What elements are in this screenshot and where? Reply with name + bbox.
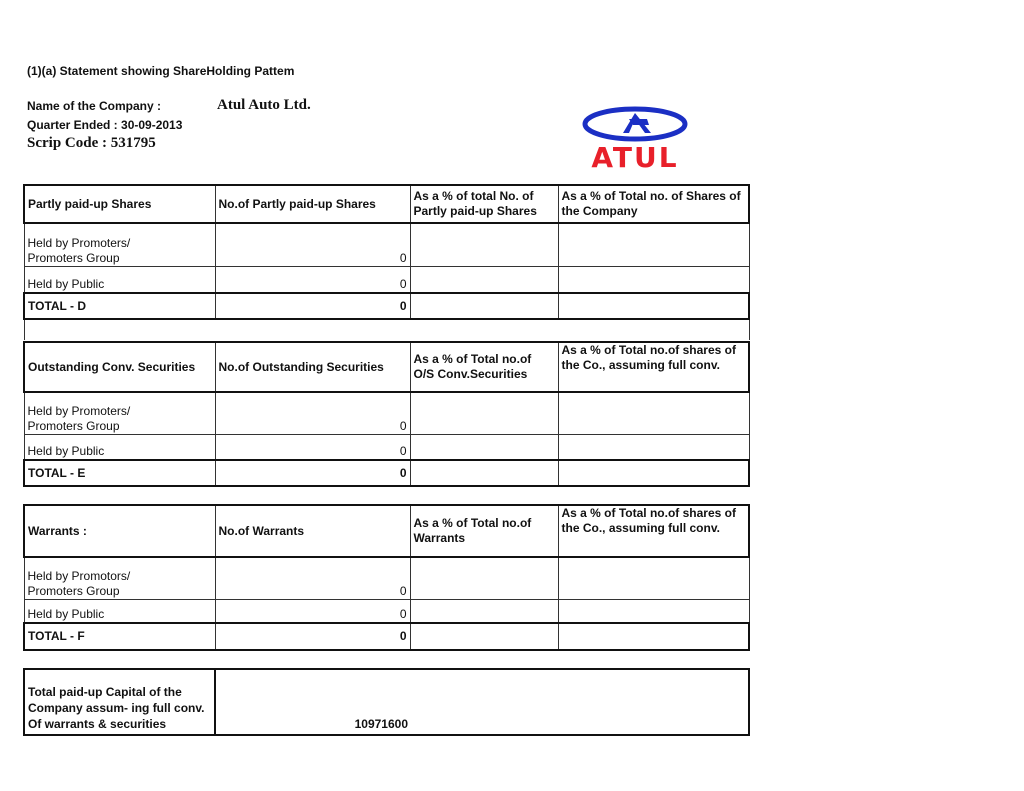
header-warrants: Warrants : (24, 505, 215, 557)
row-value: 0 (215, 223, 410, 266)
total-label: TOTAL - F (24, 623, 215, 650)
company-logo (563, 105, 708, 171)
spacer-row (24, 319, 749, 340)
table-row (24, 557, 749, 599)
total-value: 0 (215, 623, 410, 650)
empty-cell (410, 223, 558, 266)
header-pct-total-shares-full-conv: As a % of Total no.of shares of the Co., assuming full conv. (558, 342, 749, 392)
row-label: Held by Public (24, 434, 215, 460)
row-value: 0 (215, 557, 410, 599)
quarter-ended: Quarter Ended : 30-09-2013 (27, 118, 183, 132)
total-capital-label: Total paid-up Capital of the Company assum- ing full conv. Of warrants & securities (24, 669, 215, 735)
row-label-line2: Promoters Group (27, 250, 120, 265)
row-label-line1: Held by Promotors/ (27, 568, 131, 583)
header-pct-total-shares-full-conv: As a % of Total no.of shares of the Co., assuming full conv. (558, 505, 749, 557)
empty-cell (558, 599, 749, 623)
header-no-warrants: No.of Warrants (215, 505, 410, 557)
empty-cell (558, 460, 749, 486)
header-no-partly-paid: No.of Partly paid-up Shares (215, 185, 410, 223)
row-value: 0 (215, 392, 410, 434)
atul-logo-icon (563, 105, 708, 171)
header-no-outstanding: No.of Outstanding Securities (215, 342, 410, 392)
empty-cell (558, 223, 749, 266)
svg-text:ATUL: ATUL (591, 141, 679, 171)
empty-cell (410, 392, 558, 434)
total-value: 0 (215, 293, 410, 319)
company-label: Name of the Company : (27, 99, 162, 113)
empty-cell (410, 599, 558, 623)
row-label (24, 223, 215, 266)
row-label (24, 557, 215, 599)
row-label: Held by Public (24, 266, 215, 293)
empty-cell (410, 293, 558, 319)
empty-cell (410, 434, 558, 460)
scrip-code: Scrip Code : 531795 (27, 135, 156, 151)
header-pct-os-conv: As a % of Total no.of O/S Conv.Securities (410, 342, 558, 392)
row-label-line2: Promoters Group (27, 418, 120, 433)
table-row (24, 434, 749, 460)
row-label-line1: Held by Promoters/ (27, 403, 131, 418)
row-value: 0 (215, 434, 410, 460)
row-label-line1: Held by Promoters/ (27, 235, 131, 250)
partly-paid-table (23, 184, 750, 340)
total-row (24, 623, 749, 650)
total-label: TOTAL - E (24, 460, 215, 486)
total-label: TOTAL - D (24, 293, 215, 319)
empty-cell (558, 557, 749, 599)
total-value: 0 (215, 460, 410, 486)
total-capital-table (23, 668, 750, 736)
row-label-line2: Promoters Group (27, 583, 120, 598)
empty-cell (558, 293, 749, 319)
empty-cell (410, 623, 558, 650)
empty-cell (558, 434, 749, 460)
table-row (24, 392, 749, 434)
total-capital-value: 10971600 (354, 717, 408, 731)
warrants-table (23, 504, 750, 651)
company-name: Atul Auto Ltd. (217, 97, 311, 113)
total-row (24, 460, 749, 486)
document-title: (1)(a) Statement showing ShareHolding Pattem (27, 64, 295, 78)
header-pct-partly-paid: As a % of total No. of Partly paid-up Shares (410, 185, 558, 223)
empty-cell (410, 557, 558, 599)
empty-cell (558, 623, 749, 650)
row-label: Held by Public (24, 599, 215, 623)
table-row (24, 599, 749, 623)
header-pct-total-shares: As a % of Total no. of Shares of the Company (558, 185, 749, 223)
empty-cell (410, 266, 558, 293)
empty-cell (558, 392, 749, 434)
empty-cell (558, 266, 749, 293)
table-row (24, 266, 749, 293)
outstanding-securities-table (23, 341, 750, 487)
table-row (24, 223, 749, 266)
empty-cell (24, 319, 749, 340)
row-label (24, 392, 215, 434)
row-value: 0 (215, 266, 410, 293)
empty-cell (410, 460, 558, 486)
header-outstanding-conv: Outstanding Conv. Securities (24, 342, 215, 392)
header-pct-warrants: As a % of Total no.of Warrants (410, 505, 558, 557)
row-value: 0 (215, 599, 410, 623)
total-row (24, 293, 749, 319)
header-partly-paid-shares: Partly paid-up Shares (24, 185, 215, 223)
